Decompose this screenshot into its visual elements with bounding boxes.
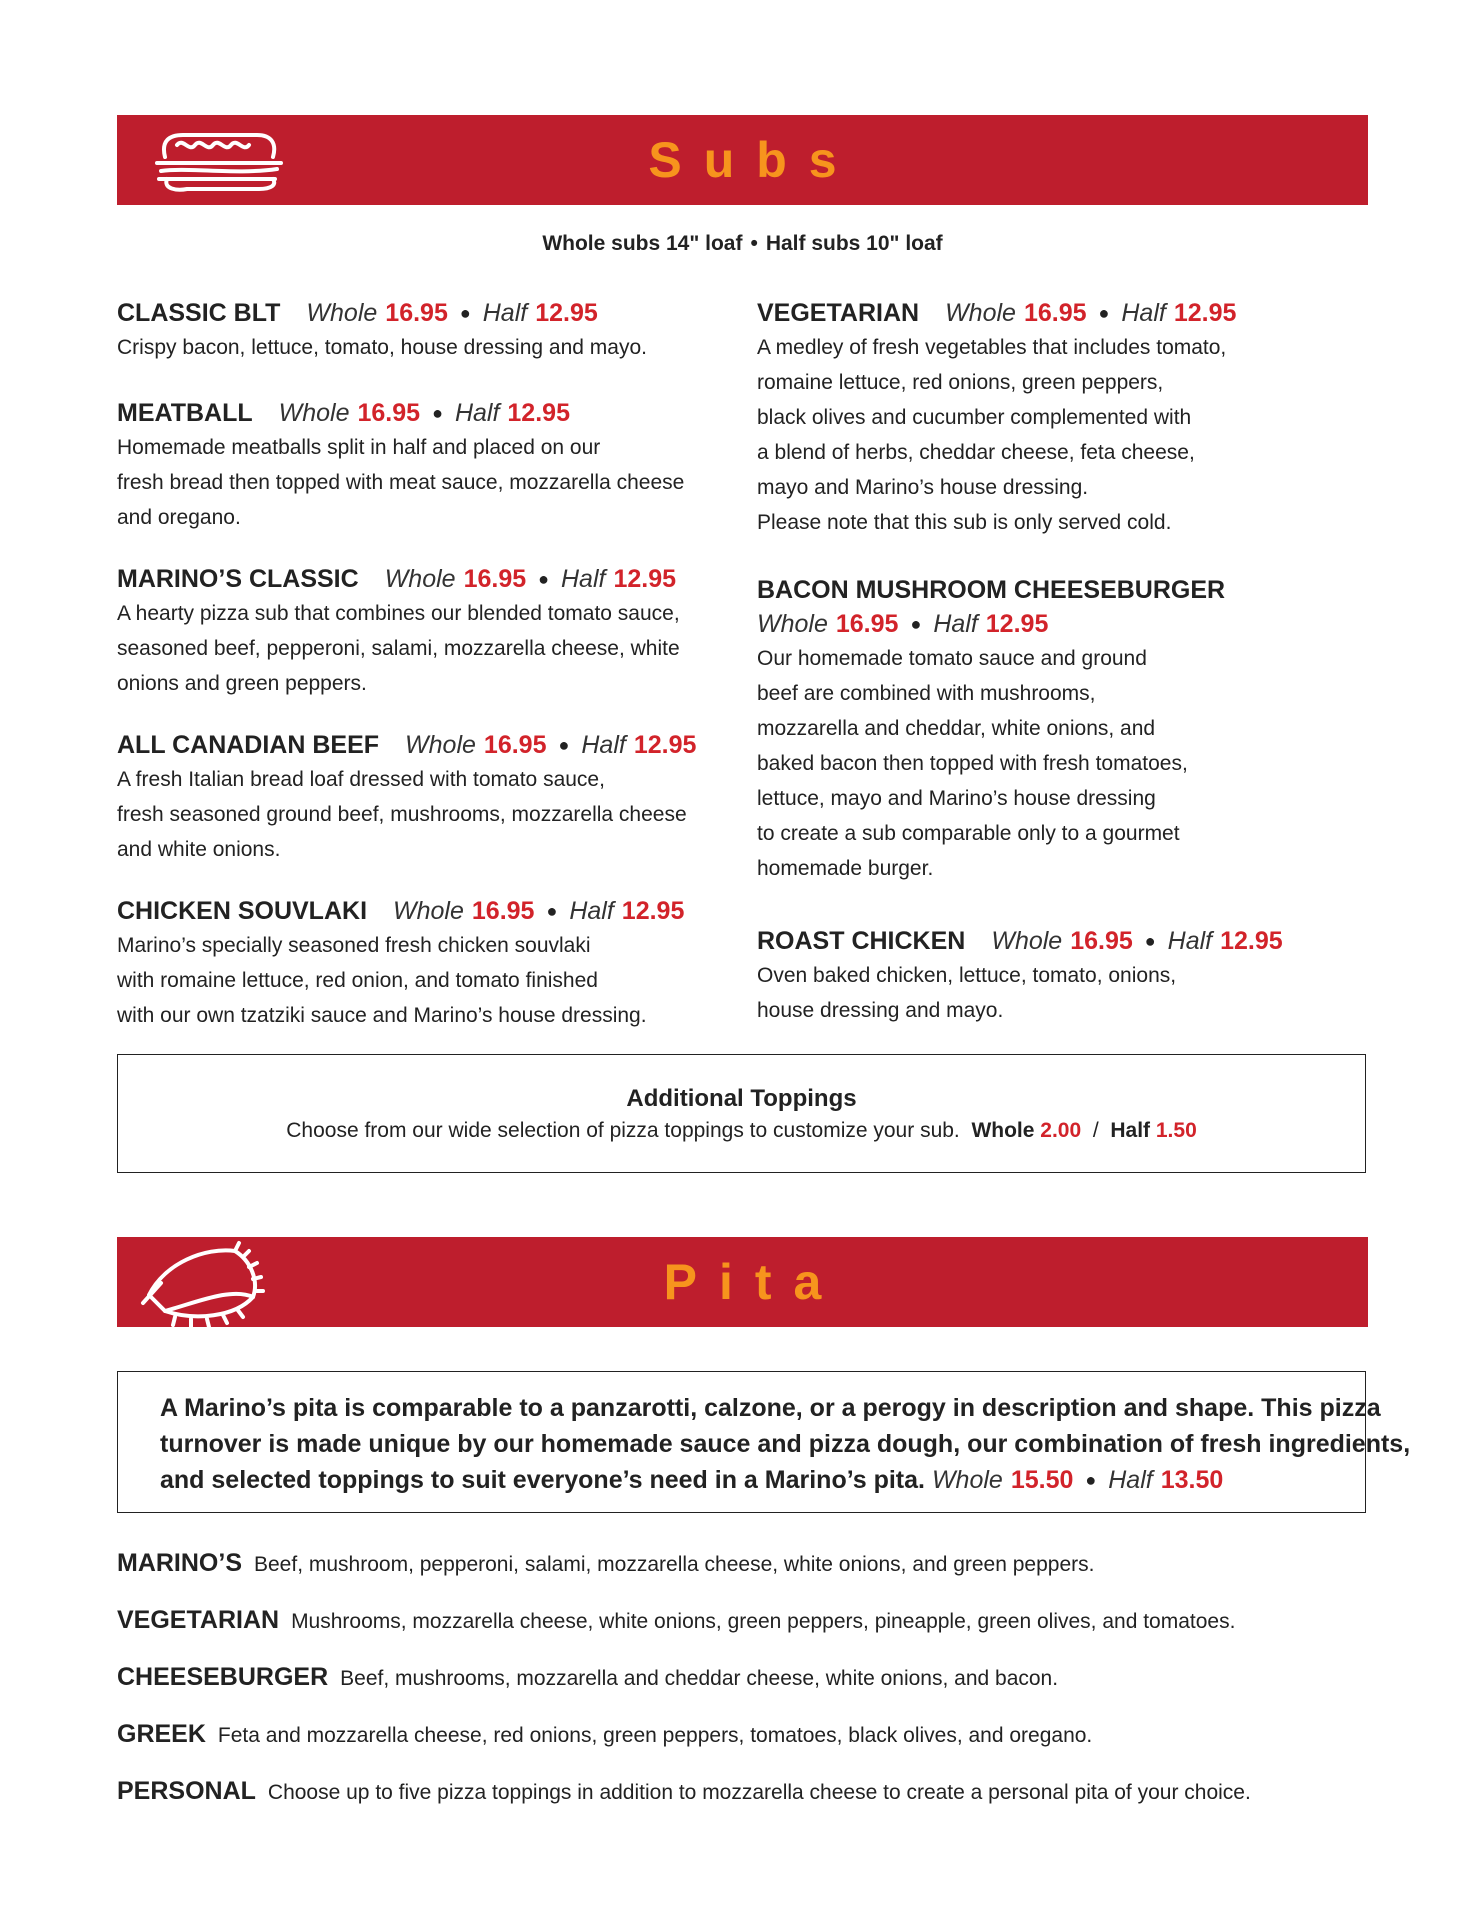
sub-name: CHICKEN SOUVLAKI <box>117 897 368 925</box>
pita-item <box>117 1549 1094 1578</box>
sub-name: VEGETARIAN <box>757 299 920 327</box>
desc-line: fresh seasoned ground beef, mushrooms, mozzarella cheese <box>117 803 687 826</box>
sub-name: BACON MUSHROOM CHEESEBURGER <box>757 576 1226 604</box>
toppings-text: Choose from our wide selection of pizza toppings to customize your sub. <box>286 1119 960 1142</box>
sub-item: ROAST CHICKEN Whole 16.95 ● Half 12.95 Oven baked chicken, lettuce, tomato, onions, house dressing and mayo. <box>757 924 1283 1028</box>
sub-name: MARINO’S CLASSIC <box>117 565 359 593</box>
sub-item: BACON MUSHROOM CHEESEBURGER Whole 16.95 ● Half 12.95 Our homemade tomato sauce and ground beef are combined with mushrooms, mozzarella and cheddar, white onions, and baked bacon then topped with fresh tomatoes, lettuce, mayo and Marino’s house dressing to create a sub comparable only to a gourmet homemade burger. <box>757 573 1251 886</box>
desc-line: with romaine lettuce, red onion, and tomato finished <box>117 969 598 992</box>
half-label: Half <box>1167 927 1213 955</box>
intro-line: turnover is made unique by our homemade sauce and pizza dough, our combination of fresh ingredients, <box>160 1430 1411 1458</box>
sub-description <box>757 330 1236 540</box>
sub-description <box>117 430 684 535</box>
half-price: 12.95 <box>633 731 697 759</box>
half-price: 12.95 <box>535 299 598 327</box>
half-price: 12.95 <box>1173 299 1237 327</box>
desc-line: Homemade meatballs split in half and placed on our <box>117 436 601 459</box>
pita-half-price: 13.50 <box>1160 1466 1224 1494</box>
desc-line: house dressing and mayo. <box>757 999 1004 1022</box>
whole-label: Whole <box>278 399 350 427</box>
desc-line: A fresh Italian bread loaf dressed with tomato sauce, <box>117 768 605 791</box>
whole-label: Whole <box>384 565 456 593</box>
half-price: 12.95 <box>613 565 677 593</box>
sub-description <box>117 928 684 1033</box>
whole-label: Whole <box>991 927 1063 955</box>
desc-line: mozzarella and cheddar, white onions, and <box>757 717 1156 740</box>
sub-description <box>757 958 1283 1028</box>
toppings-half-price: 1.50 <box>1155 1119 1197 1142</box>
half-label: Half <box>482 299 528 327</box>
half-loaf-size: Half subs 10" loaf <box>765 232 943 255</box>
pita-description: Choose up to five pizza toppings in addition to mozzarella cheese to create a personal pita of your choice. <box>267 1781 1251 1804</box>
whole-price: 16.95 <box>1023 299 1087 327</box>
whole-label: Whole <box>306 299 378 327</box>
half-label: Half <box>561 565 606 593</box>
subs-title: Subs <box>648 132 859 188</box>
whole-label: Whole <box>393 897 464 925</box>
pita-item <box>117 1777 1251 1806</box>
whole-price: 16.95 <box>471 897 535 925</box>
pita-title: Pita <box>663 1254 844 1310</box>
toppings-line <box>118 1119 1365 1143</box>
desc-line: Please note that this sub is only served cold. <box>757 511 1172 534</box>
half-label: Half <box>581 731 626 759</box>
toppings-whole-label: Whole <box>971 1119 1035 1142</box>
pita-description: Beef, mushroom, pepperoni, salami, mozzarella cheese, white onions, and green peppers. <box>254 1553 1095 1576</box>
pita-item <box>117 1720 1092 1749</box>
pita-item <box>117 1663 1058 1692</box>
half-price: 12.95 <box>1220 927 1283 955</box>
half-price: 12.95 <box>621 897 685 925</box>
sub-description <box>117 330 647 365</box>
desc-line: A hearty pizza sub that combines our blended tomato sauce, <box>117 602 680 625</box>
sub-name: CLASSIC BLT <box>117 299 281 327</box>
desc-line: mayo and Marino’s house dressing. <box>757 476 1089 499</box>
sub-description <box>117 762 696 867</box>
whole-price: 16.95 <box>385 299 448 327</box>
pita-name: VEGETARIAN <box>117 1606 280 1634</box>
whole-price: 16.95 <box>483 731 547 759</box>
desc-line: fresh bread then topped with meat sauce, mozzarella cheese <box>117 471 685 494</box>
whole-price: 16.95 <box>835 610 899 638</box>
pita-intro: A Marino’s pita is comparable to a panzarotti, calzone, or a perogy in description and shape. This pizza turnover is made unique by our homemade sauce and pizza dough, our combination of fresh ingredients, and selected toppings to suit everyone’s need in a Marino’s pita. Whole 15.50 ● Half 13.50 <box>118 1372 1365 1498</box>
sub-item: VEGETARIAN Whole 16.95 ● Half 12.95 A medley of fresh vegetables that includes tomato, romaine lettuce, red onions, green peppers, black olives and cucumber complemented with a blend of herbs, cheddar cheese, feta cheese, mayo and Marino’s house dressing. Please note that this sub is only served cold. <box>757 296 1236 540</box>
sub-description <box>757 641 1251 886</box>
whole-label: Whole <box>945 299 1016 327</box>
desc-line: lettuce, mayo and Marino’s house dressing <box>757 787 1156 810</box>
half-label: Half <box>1108 1466 1153 1494</box>
desc-line: onions and green peppers. <box>117 672 367 695</box>
desc-line: to create a sub comparable only to a gourmet <box>757 822 1180 845</box>
desc-line: Our homemade tomato sauce and ground <box>757 647 1147 670</box>
half-label: Half <box>1121 299 1166 327</box>
half-price: 12.95 <box>507 399 570 427</box>
pita-name: MARINO’S <box>117 1549 242 1577</box>
desc-line: Marino’s specially seasoned fresh chicken souvlaki <box>117 934 591 957</box>
sub-item: MARINO’S CLASSIC Whole 16.95 ● Half 12.95 A hearty pizza sub that combines our blended tomato sauce, seasoned beef, pepperoni, salami, mozzarella cheese, white onions and green peppers. <box>117 562 680 701</box>
toppings-separator: / <box>1092 1119 1099 1142</box>
whole-price: 16.95 <box>463 565 527 593</box>
sub-name: ROAST CHICKEN <box>757 927 966 955</box>
pita-whole-price: 15.50 <box>1010 1466 1074 1494</box>
pita-item <box>117 1606 1235 1635</box>
subs-loaf-sizes: Whole subs 14" loaf • Half subs 10" loaf <box>542 232 943 255</box>
intro-line: and selected toppings to suit everyone’s need in a Marino’s pita. <box>160 1466 925 1494</box>
subs-banner <box>117 115 1368 205</box>
sub-item: ALL CANADIAN BEEF Whole 16.95 ● Half 12.95 A fresh Italian bread loaf dressed with tomato sauce, fresh seasoned ground beef, mushrooms, mozzarella cheese and white onions. <box>117 728 696 867</box>
pita-description: Feta and mozzarella cheese, red onions, green peppers, tomatoes, black olives, and oregano. <box>217 1724 1093 1747</box>
pita-banner <box>117 1237 1368 1327</box>
whole-label: Whole <box>931 1466 1003 1494</box>
pita-intro-box <box>117 1371 1411 1513</box>
pita-description: Mushrooms, mozzarella cheese, white onions, green peppers, pineapple, green olives, and tomatoes. <box>291 1610 1236 1633</box>
sub-name: MEATBALL <box>117 399 253 427</box>
desc-line: romaine lettuce, red onions, green peppers, <box>757 371 1164 394</box>
pita-name: CHEESEBURGER <box>117 1663 329 1691</box>
sub-name: ALL CANADIAN BEEF <box>117 731 380 759</box>
half-price: 12.95 <box>985 610 1049 638</box>
whole-label: Whole <box>757 610 828 638</box>
toppings-half-label: Half <box>1110 1119 1151 1142</box>
desc-line: seasoned beef, pepperoni, salami, mozzarella cheese, white <box>117 637 680 660</box>
sub-item: MEATBALL Whole 16.95 ● Half 12.95 Homemade meatballs split in half and placed on our fresh bread then topped with meat sauce, mozzarella cheese and oregano. <box>117 396 684 535</box>
toppings-title: Additional Toppings <box>626 1085 857 1112</box>
desc-line: and white onions. <box>117 838 281 861</box>
desc-line: with our own tzatziki sauce and Marino’s house dressing. <box>117 1004 647 1027</box>
desc-line: A medley of fresh vegetables that includes tomato, <box>757 336 1227 359</box>
whole-price: 16.95 <box>357 399 421 427</box>
half-label: Half <box>569 897 614 925</box>
toppings-whole-price: 2.00 <box>1040 1119 1082 1142</box>
desc-line: black olives and cucumber complemented with <box>757 406 1192 429</box>
pita-description: Beef, mushrooms, mozzarella and cheddar cheese, white onions, and bacon. <box>340 1667 1059 1690</box>
desc-line: beef are combined with mushrooms, <box>757 682 1096 705</box>
sub-description <box>117 596 680 701</box>
sub-item: CLASSIC BLT Whole 16.95 ● Half 12.95 Crispy bacon, lettuce, tomato, house dressing and mayo. <box>117 296 647 365</box>
additional-toppings-box <box>117 1054 1366 1173</box>
desc-line: homemade burger. <box>757 857 934 880</box>
half-label: Half <box>454 399 500 427</box>
sub-item: CHICKEN SOUVLAKI Whole 16.95 ● Half 12.95 Marino’s specially seasoned fresh chicken souvlaki with romaine lettuce, red onion, and tomato finished with our own tzatziki sauce and Marino’s house dressing. <box>117 894 684 1033</box>
pita-name: PERSONAL <box>117 1777 256 1805</box>
desc-line: Crispy bacon, lettuce, tomato, house dressing and mayo. <box>117 336 647 359</box>
whole-price: 16.95 <box>1070 927 1133 955</box>
desc-line: baked bacon then topped with fresh tomatoes, <box>757 752 1188 775</box>
pita-name: GREEK <box>117 1720 206 1748</box>
whole-loaf-size: Whole subs 14" loaf <box>542 232 743 255</box>
intro-line: A Marino’s pita is comparable to a panzarotti, calzone, or a perogy in description and shape. This pizza <box>160 1394 1381 1422</box>
whole-label: Whole <box>405 731 476 759</box>
half-label: Half <box>933 610 978 638</box>
desc-line: a blend of herbs, cheddar cheese, feta cheese, <box>757 441 1195 464</box>
desc-line: Oven baked chicken, lettuce, tomato, onions, <box>757 964 1177 987</box>
desc-line: and oregano. <box>117 506 241 529</box>
